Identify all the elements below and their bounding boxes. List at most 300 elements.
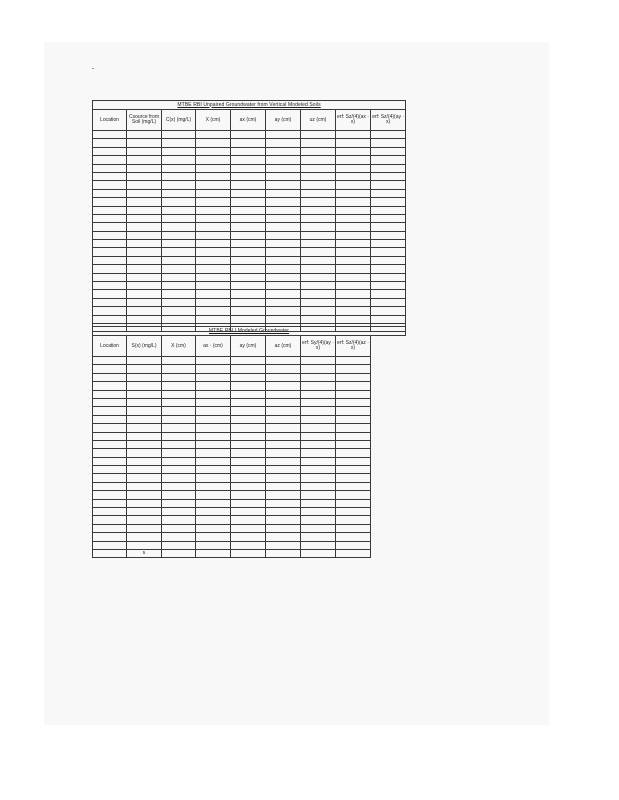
table1-row bbox=[93, 156, 406, 164]
table2-cell bbox=[371, 524, 406, 532]
table2-cell bbox=[301, 398, 336, 406]
table2-cell bbox=[266, 449, 301, 457]
table2-row bbox=[93, 357, 406, 365]
table2-cell bbox=[301, 533, 336, 541]
table1-row bbox=[93, 147, 406, 155]
table2-cell bbox=[127, 533, 162, 541]
table2-cell bbox=[371, 373, 406, 381]
table1-cell bbox=[162, 265, 196, 273]
table1-cell bbox=[93, 139, 127, 147]
table1-cell bbox=[127, 231, 162, 239]
table2-row bbox=[93, 449, 406, 457]
table2-cell bbox=[231, 415, 266, 423]
table2-header: X (cm) bbox=[162, 336, 196, 357]
table2-cell bbox=[266, 415, 301, 423]
table2-cell bbox=[196, 432, 231, 440]
table1-cell bbox=[231, 240, 266, 248]
table2-cell bbox=[336, 424, 371, 432]
table1-row bbox=[93, 298, 406, 306]
table2-cell bbox=[371, 474, 406, 482]
table2-cell bbox=[127, 508, 162, 516]
table1-cell bbox=[371, 256, 406, 264]
table2-cell bbox=[336, 466, 371, 474]
table2-cell bbox=[231, 398, 266, 406]
table2-cell bbox=[93, 373, 127, 381]
table1-cell bbox=[93, 282, 127, 290]
table2-cell bbox=[127, 390, 162, 398]
table2-cell bbox=[231, 508, 266, 516]
table1-cell bbox=[93, 240, 127, 248]
table1-cell bbox=[371, 156, 406, 164]
table2-cell bbox=[336, 516, 371, 524]
table2-header: ax · (cm) bbox=[196, 336, 231, 357]
table2-row bbox=[93, 415, 406, 423]
table1-row bbox=[93, 214, 406, 222]
table2-cell bbox=[266, 541, 301, 549]
table2-cell bbox=[162, 373, 196, 381]
table1-header: C(x) (mg/L) bbox=[162, 110, 196, 131]
table2-cell bbox=[266, 424, 301, 432]
table1-cell bbox=[127, 181, 162, 189]
table2-cell bbox=[371, 491, 406, 499]
table1-cell bbox=[301, 198, 336, 206]
table2-cell bbox=[127, 466, 162, 474]
table1-cell bbox=[301, 214, 336, 222]
table1-cell bbox=[93, 131, 127, 139]
table2-cell bbox=[127, 365, 162, 373]
table1-cell bbox=[127, 248, 162, 256]
table1-cell bbox=[371, 307, 406, 315]
table2-header: erf: Sz/(4)(az · x) bbox=[336, 336, 371, 357]
table1-cell bbox=[162, 256, 196, 264]
table2-cell bbox=[93, 524, 127, 532]
table2-cell bbox=[266, 398, 301, 406]
table2-cell bbox=[301, 541, 336, 549]
table2-cell bbox=[371, 424, 406, 432]
table2-cell bbox=[301, 407, 336, 415]
table1-cell bbox=[371, 147, 406, 155]
table1-cell bbox=[266, 147, 301, 155]
table2-cell bbox=[127, 449, 162, 457]
table1-cell bbox=[336, 307, 371, 315]
table2-cell bbox=[93, 533, 127, 541]
table2-cell bbox=[127, 491, 162, 499]
table2-cell bbox=[301, 491, 336, 499]
table2-cell bbox=[266, 357, 301, 365]
table1-cell bbox=[336, 147, 371, 155]
table2-cell bbox=[196, 390, 231, 398]
table2-cell bbox=[162, 415, 196, 423]
table1-cell bbox=[231, 273, 266, 281]
table1-header: X (cm) bbox=[196, 110, 231, 131]
table1-cell bbox=[127, 139, 162, 147]
table2-cell bbox=[162, 457, 196, 465]
table1-cell bbox=[162, 198, 196, 206]
table2-cell bbox=[336, 524, 371, 532]
table2-cell bbox=[162, 365, 196, 373]
table1-cell bbox=[127, 147, 162, 155]
table1-cell bbox=[371, 282, 406, 290]
table2-cell bbox=[127, 524, 162, 532]
table1-cell bbox=[162, 164, 196, 172]
table2-cell bbox=[231, 524, 266, 532]
table1-cell bbox=[336, 139, 371, 147]
table2-cell bbox=[266, 440, 301, 448]
table1-cell bbox=[336, 240, 371, 248]
table1-cell bbox=[93, 198, 127, 206]
table2-cell bbox=[266, 516, 301, 524]
table2-row bbox=[93, 508, 406, 516]
table2-cell bbox=[196, 549, 231, 557]
table1-cell bbox=[162, 206, 196, 214]
table1-row bbox=[93, 315, 406, 323]
table2-row bbox=[93, 373, 406, 381]
table1-cell bbox=[336, 172, 371, 180]
table2-cell bbox=[301, 499, 336, 507]
table2-cell bbox=[127, 516, 162, 524]
table2-cell bbox=[127, 440, 162, 448]
table1-row bbox=[93, 273, 406, 281]
table2-cell bbox=[371, 508, 406, 516]
table1-cell bbox=[266, 172, 301, 180]
table2-row bbox=[93, 365, 406, 373]
table2-cell bbox=[196, 365, 231, 373]
table1-cell bbox=[371, 198, 406, 206]
table1-cell bbox=[93, 156, 127, 164]
table2-row bbox=[93, 482, 406, 490]
table1-cell bbox=[371, 298, 406, 306]
table2-cell bbox=[301, 415, 336, 423]
table2-cell bbox=[127, 407, 162, 415]
table1-cell bbox=[127, 164, 162, 172]
table2-row bbox=[93, 524, 406, 532]
table2-cell bbox=[336, 390, 371, 398]
table1-cell bbox=[127, 307, 162, 315]
table1-cell bbox=[93, 147, 127, 155]
table1-row bbox=[93, 164, 406, 172]
table1-row bbox=[93, 206, 406, 214]
table2-cell bbox=[231, 390, 266, 398]
table2-cell bbox=[266, 390, 301, 398]
table1-cell bbox=[127, 189, 162, 197]
table2-cell bbox=[266, 407, 301, 415]
table1-cell bbox=[301, 256, 336, 264]
table2-cell bbox=[162, 424, 196, 432]
table1-header: uz (cm) bbox=[301, 110, 336, 131]
table1-cell bbox=[93, 307, 127, 315]
table2-cell bbox=[162, 398, 196, 406]
table2-cell bbox=[162, 541, 196, 549]
table1-cell bbox=[301, 273, 336, 281]
table1-cell bbox=[266, 248, 301, 256]
table1-cell bbox=[127, 214, 162, 222]
table1-cell bbox=[266, 265, 301, 273]
table2-cell bbox=[162, 474, 196, 482]
table1-cell bbox=[196, 315, 231, 323]
table2-cell bbox=[162, 390, 196, 398]
table2-cell bbox=[231, 541, 266, 549]
table2-cell bbox=[231, 382, 266, 390]
table2-row bbox=[93, 424, 406, 432]
table2-cell bbox=[266, 466, 301, 474]
table2-cell bbox=[301, 373, 336, 381]
table1-cell bbox=[196, 298, 231, 306]
table2-cell bbox=[196, 424, 231, 432]
table2-cell bbox=[231, 466, 266, 474]
table1-cell bbox=[301, 248, 336, 256]
table2-cell bbox=[127, 373, 162, 381]
table2-cell bbox=[266, 373, 301, 381]
table2-cell bbox=[231, 491, 266, 499]
table1-cell bbox=[127, 282, 162, 290]
table2-cell bbox=[301, 365, 336, 373]
table2-cell bbox=[266, 482, 301, 490]
table2-cell bbox=[301, 390, 336, 398]
table1-cell bbox=[336, 273, 371, 281]
table1-cell bbox=[231, 181, 266, 189]
table2-cell bbox=[266, 457, 301, 465]
table2-cell bbox=[93, 549, 127, 557]
table1-cell bbox=[371, 290, 406, 298]
table1-row bbox=[93, 131, 406, 139]
table1-cell bbox=[231, 131, 266, 139]
table1-row bbox=[93, 290, 406, 298]
table1-cell bbox=[93, 315, 127, 323]
table1-cell bbox=[266, 290, 301, 298]
table2-cell bbox=[127, 499, 162, 507]
table2-cell bbox=[162, 533, 196, 541]
table1-cell bbox=[301, 139, 336, 147]
table2-cell bbox=[162, 549, 196, 557]
table2-cell bbox=[93, 457, 127, 465]
table2-cell bbox=[196, 440, 231, 448]
table1-row bbox=[93, 265, 406, 273]
table1-cell bbox=[231, 223, 266, 231]
table2-cell bbox=[196, 499, 231, 507]
table2-cell bbox=[196, 382, 231, 390]
table2-cell bbox=[93, 466, 127, 474]
table2-cell bbox=[162, 357, 196, 365]
table2-cell bbox=[371, 398, 406, 406]
table2-cell bbox=[301, 508, 336, 516]
table2-cell bbox=[196, 541, 231, 549]
table1-cell bbox=[127, 172, 162, 180]
table2-cell bbox=[336, 407, 371, 415]
table1-row bbox=[93, 198, 406, 206]
table1-cell bbox=[336, 315, 371, 323]
table1-cell bbox=[371, 172, 406, 180]
table2-cell bbox=[196, 491, 231, 499]
table1-cell bbox=[301, 298, 336, 306]
table1-cell bbox=[336, 290, 371, 298]
table1-cell bbox=[196, 206, 231, 214]
table1-cell bbox=[301, 164, 336, 172]
table2-cell bbox=[196, 516, 231, 524]
table1-cell bbox=[127, 240, 162, 248]
table2-row bbox=[93, 474, 406, 482]
table2-cell bbox=[301, 424, 336, 432]
table1-cell bbox=[336, 248, 371, 256]
table2-cell bbox=[162, 466, 196, 474]
table1-cell bbox=[231, 189, 266, 197]
table2-cell bbox=[301, 524, 336, 532]
table1-cell bbox=[231, 214, 266, 222]
table1-title: MTBE RBI Unpaired Groundwater from Vertical Modeled Soils bbox=[93, 101, 406, 110]
table2-cell bbox=[196, 508, 231, 516]
table2-cell bbox=[301, 357, 336, 365]
table1-cell bbox=[162, 189, 196, 197]
table1-cell bbox=[336, 131, 371, 139]
table2-cell bbox=[336, 415, 371, 423]
table2-cell bbox=[196, 466, 231, 474]
table1-cell bbox=[231, 315, 266, 323]
table1-row bbox=[93, 223, 406, 231]
table1-cell bbox=[336, 214, 371, 222]
table1-cell bbox=[231, 147, 266, 155]
table2-cell bbox=[371, 533, 406, 541]
table2-cell bbox=[336, 491, 371, 499]
table1-cell bbox=[162, 147, 196, 155]
table2-cell bbox=[371, 365, 406, 373]
table2-cell bbox=[231, 365, 266, 373]
table1-cell bbox=[301, 231, 336, 239]
table1-row bbox=[93, 181, 406, 189]
table2-header: az (cm) bbox=[266, 336, 301, 357]
table1-cell bbox=[301, 282, 336, 290]
table2-header: S(x) (mg/L) bbox=[127, 336, 162, 357]
table2-cell bbox=[231, 440, 266, 448]
table2-cell bbox=[301, 549, 336, 557]
table1-cell bbox=[196, 164, 231, 172]
table2-cell bbox=[371, 390, 406, 398]
table2-cell bbox=[93, 516, 127, 524]
table2-cell bbox=[93, 407, 127, 415]
table2-cell bbox=[266, 533, 301, 541]
table1-row bbox=[93, 307, 406, 315]
table1-cell bbox=[371, 223, 406, 231]
modeled-groundwater-table bbox=[92, 326, 406, 558]
table1-cell bbox=[266, 240, 301, 248]
table1-cell bbox=[231, 307, 266, 315]
table1-cell bbox=[371, 248, 406, 256]
table1-cell bbox=[127, 156, 162, 164]
table2-title: MTBE RBLI Modeled Groundwater bbox=[93, 327, 406, 336]
table1-row bbox=[93, 248, 406, 256]
table1-cell bbox=[93, 265, 127, 273]
table2-cell bbox=[231, 432, 266, 440]
table1-cell bbox=[127, 223, 162, 231]
table2-cell bbox=[93, 508, 127, 516]
table1-cell bbox=[93, 172, 127, 180]
table2-cell bbox=[336, 549, 371, 557]
table2-row bbox=[93, 541, 406, 549]
table2-row bbox=[93, 533, 406, 541]
table2-cell bbox=[336, 440, 371, 448]
table1-cell bbox=[196, 265, 231, 273]
table2-row bbox=[93, 398, 406, 406]
table2-cell bbox=[93, 541, 127, 549]
table1-row bbox=[93, 256, 406, 264]
table1-cell bbox=[266, 181, 301, 189]
table2-cell bbox=[371, 440, 406, 448]
table1-cell bbox=[162, 248, 196, 256]
table2-cell bbox=[301, 432, 336, 440]
table1-cell bbox=[371, 181, 406, 189]
table2-cell bbox=[301, 382, 336, 390]
table1-cell bbox=[127, 256, 162, 264]
table1-cell bbox=[266, 315, 301, 323]
table1-cell bbox=[231, 172, 266, 180]
table2-cell bbox=[93, 432, 127, 440]
table1-cell bbox=[93, 164, 127, 172]
table1-cell bbox=[196, 131, 231, 139]
table2-row bbox=[93, 390, 406, 398]
table1-row bbox=[93, 189, 406, 197]
table1-cell bbox=[371, 189, 406, 197]
table1-cell bbox=[196, 189, 231, 197]
table1-cell bbox=[266, 131, 301, 139]
table2-cell bbox=[196, 533, 231, 541]
table1-cell bbox=[266, 198, 301, 206]
table2-cell bbox=[162, 482, 196, 490]
table2-cell bbox=[371, 482, 406, 490]
table1-cell bbox=[371, 131, 406, 139]
table2-row bbox=[93, 440, 406, 448]
table2-cell bbox=[162, 440, 196, 448]
table1-cell bbox=[231, 206, 266, 214]
table1-cell bbox=[266, 231, 301, 239]
table2-cell bbox=[162, 432, 196, 440]
table2-header-blank bbox=[371, 336, 406, 357]
table1-cell bbox=[127, 290, 162, 298]
table2-cell bbox=[231, 549, 266, 557]
table1-cell bbox=[266, 156, 301, 164]
table2-cell bbox=[336, 457, 371, 465]
table2-cell bbox=[336, 508, 371, 516]
table1-cell bbox=[93, 181, 127, 189]
table2-cell bbox=[162, 524, 196, 532]
table2-cell bbox=[266, 491, 301, 499]
table1-cell bbox=[336, 265, 371, 273]
table1-cell bbox=[371, 206, 406, 214]
table1-cell bbox=[371, 273, 406, 281]
table2-cell bbox=[266, 508, 301, 516]
table1-cell bbox=[162, 131, 196, 139]
table2-cell bbox=[127, 482, 162, 490]
table1-cell bbox=[336, 198, 371, 206]
table1-cell bbox=[162, 240, 196, 248]
table1-cell bbox=[301, 265, 336, 273]
table1-cell bbox=[196, 172, 231, 180]
table1-cell bbox=[162, 282, 196, 290]
table2-cell bbox=[301, 482, 336, 490]
table1-cell bbox=[231, 265, 266, 273]
table2-cell bbox=[196, 474, 231, 482]
table1-cell bbox=[301, 290, 336, 298]
table2-cell bbox=[371, 432, 406, 440]
table2-cell bbox=[336, 432, 371, 440]
table2-cell bbox=[336, 533, 371, 541]
table2-cell bbox=[231, 474, 266, 482]
table2-cell bbox=[127, 415, 162, 423]
table1-cell bbox=[336, 256, 371, 264]
table1-cell bbox=[266, 282, 301, 290]
table1-cell bbox=[93, 273, 127, 281]
table2-cell bbox=[93, 382, 127, 390]
table2-cell bbox=[301, 440, 336, 448]
table1-cell bbox=[93, 248, 127, 256]
table1-cell bbox=[93, 206, 127, 214]
